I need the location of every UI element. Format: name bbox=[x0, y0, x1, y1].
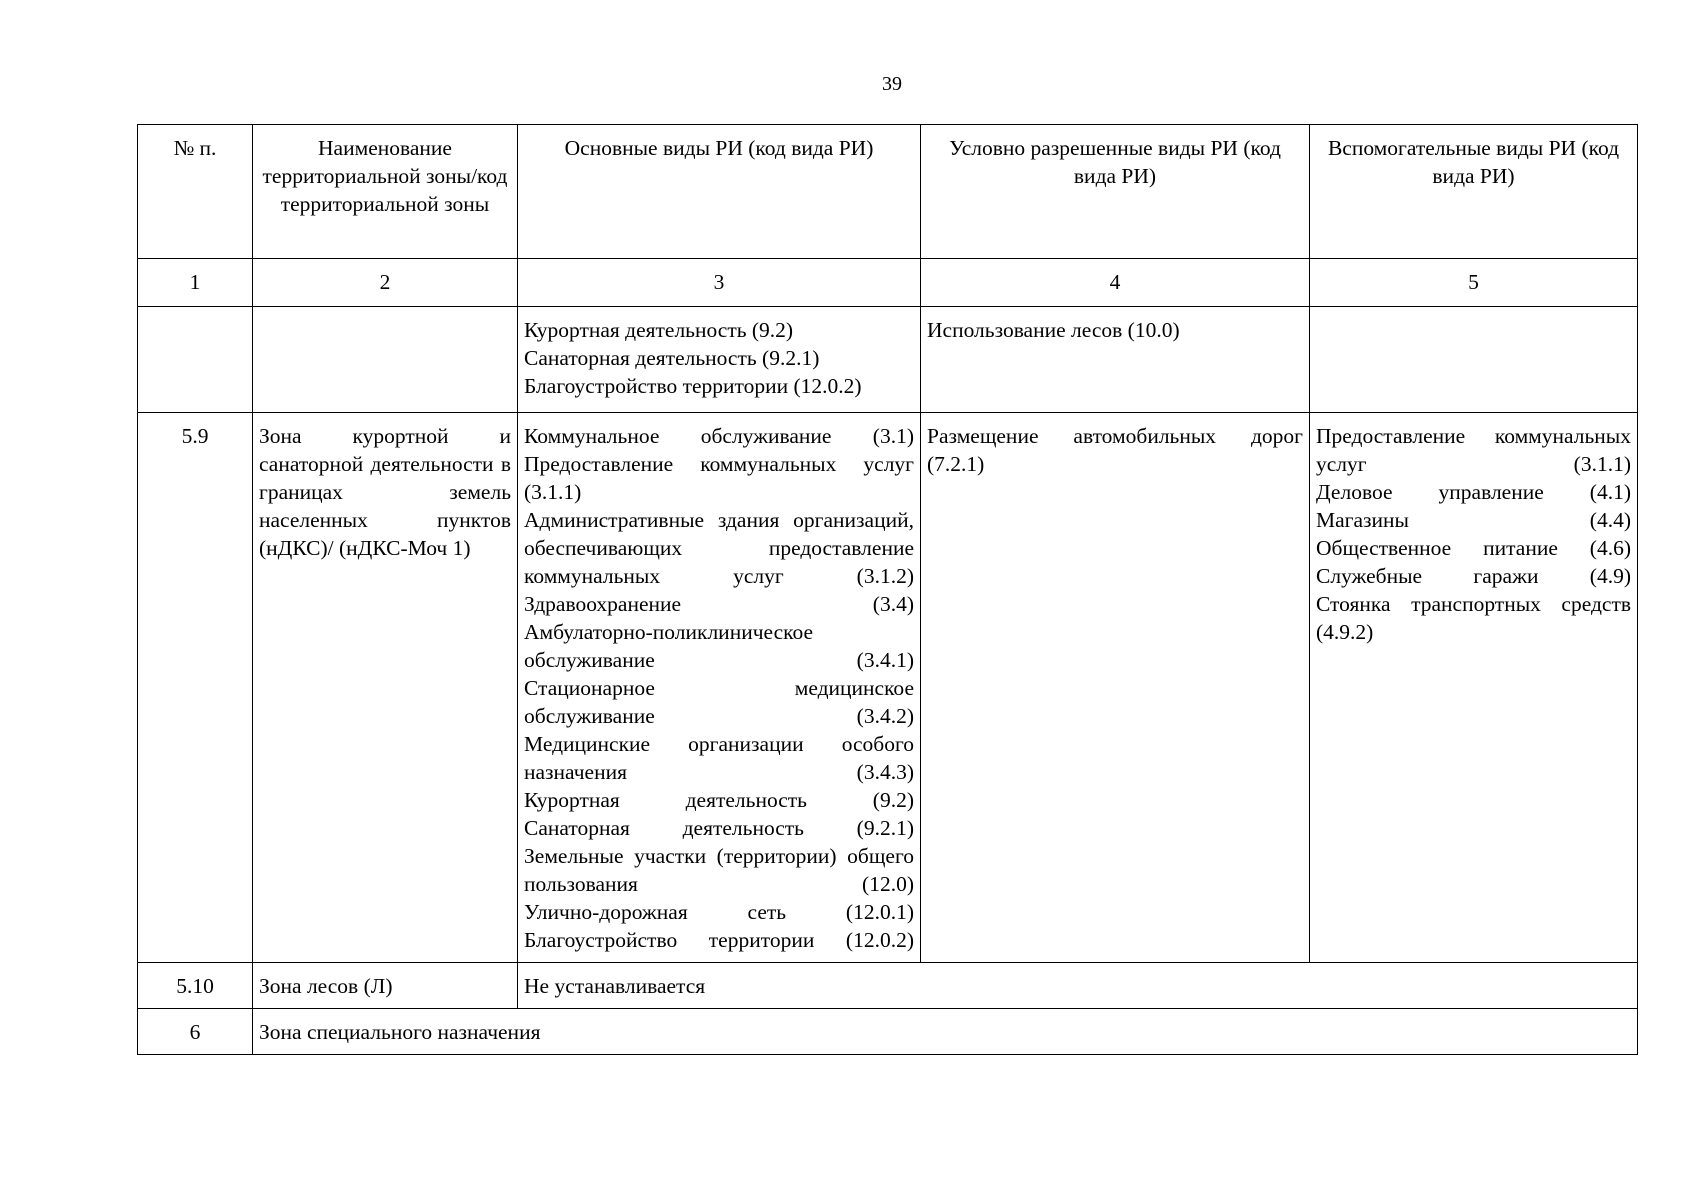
list-item: Коммунальное обслуживание (3.1) bbox=[524, 424, 914, 448]
zone-name-cell bbox=[253, 307, 518, 413]
num-cell: 6 bbox=[138, 1009, 253, 1055]
list-item: Благоустройство территории (12.0.2) bbox=[524, 374, 862, 398]
header-main-types: Основные виды РИ (код вида РИ) bbox=[518, 125, 921, 259]
main-types-cell bbox=[518, 307, 921, 413]
header-row bbox=[138, 125, 1638, 259]
column-number: 3 bbox=[518, 259, 921, 307]
table-row-5-10 bbox=[138, 963, 1638, 1009]
list-item: Служебные гаражи (4.9) bbox=[1316, 564, 1631, 588]
table-row-6 bbox=[138, 1009, 1638, 1055]
column-number: 5 bbox=[1310, 259, 1638, 307]
column-number: 2 bbox=[253, 259, 518, 307]
list-item: Курортная деятельность (9.2) bbox=[524, 318, 794, 342]
column-number-row bbox=[138, 259, 1638, 307]
auxiliary-types-cell bbox=[1310, 413, 1638, 963]
table-row-continued bbox=[138, 307, 1638, 413]
header-conditional-types: Условно разрешенные виды РИ (код вида РИ) bbox=[921, 125, 1310, 259]
list-item: Улично-дорожная сеть (12.0.1) bbox=[524, 900, 914, 924]
main-types-cell bbox=[518, 413, 921, 963]
list-item: Земельные участки (территории) общего пользования (12.0) bbox=[524, 844, 914, 896]
list-item: Деловое управление (4.1) bbox=[1316, 480, 1631, 504]
header-auxiliary-types: Вспомогательные виды РИ (код вида РИ) bbox=[1310, 125, 1638, 259]
conditional-types-cell: Размещение автомобильных дорог (7.2.1) bbox=[921, 413, 1310, 963]
header-num: № п. bbox=[138, 125, 253, 259]
page-number: 39 bbox=[882, 73, 902, 95]
list-item: Санаторная деятельность (9.2.1) bbox=[524, 816, 914, 840]
table-row-5-9 bbox=[138, 413, 1638, 963]
auxiliary-types-cell bbox=[1310, 307, 1638, 413]
list-item: Предоставление коммунальных услуг (3.1.1) bbox=[1316, 424, 1631, 476]
list-item: Общественное питание (4.6) bbox=[1316, 536, 1631, 560]
list-item: Магазины (4.4) bbox=[1316, 508, 1631, 532]
types-merged-cell: Не устанавливается bbox=[518, 963, 1638, 1009]
column-number: 4 bbox=[921, 259, 1310, 307]
column-number: 1 bbox=[138, 259, 253, 307]
list-item: Санаторная деятельность (9.2.1) bbox=[524, 346, 820, 370]
section-title-cell: Зона специального назначения bbox=[253, 1009, 1638, 1055]
num-cell: 5.10 bbox=[138, 963, 253, 1009]
list-item: Стационарное медицинское обслуживание (3.4.2) bbox=[524, 676, 914, 728]
list-item: Курортная деятельность (9.2) bbox=[524, 788, 914, 812]
list-item: Предоставление коммунальных услуг (3.1.1) bbox=[524, 452, 914, 504]
conditional-types-cell: Использование лесов (10.0) bbox=[921, 307, 1310, 413]
zones-table bbox=[137, 124, 1638, 1055]
list-item: Благоустройство территории (12.0.2) bbox=[524, 928, 914, 952]
zone-name-cell: Зона лесов (Л) bbox=[253, 963, 518, 1009]
list-item: Здравоохранение (3.4) bbox=[524, 592, 914, 616]
list-item: Медицинские организации особого назначения (3.4.3) bbox=[524, 732, 914, 784]
header-zone-name: Наименование территориальной зоны/код территориальной зоны bbox=[253, 125, 518, 259]
num-cell: 5.9 bbox=[138, 413, 253, 963]
list-item: Амбулаторно-поликлиническое обслуживание (3.4.1) bbox=[524, 620, 914, 672]
list-item: Стоянка транспортных средств (4.9.2) bbox=[1316, 592, 1631, 644]
list-item: Административные здания организаций, обеспечивающих предоставление коммунальных услуг (3.1.2) bbox=[524, 508, 914, 588]
zone-name-cell: Зона курортной и санаторной деятельности в границах земель населенных пунктов (нДКС)/ (нДКС-Моч 1) bbox=[253, 413, 518, 963]
num-cell bbox=[138, 307, 253, 413]
